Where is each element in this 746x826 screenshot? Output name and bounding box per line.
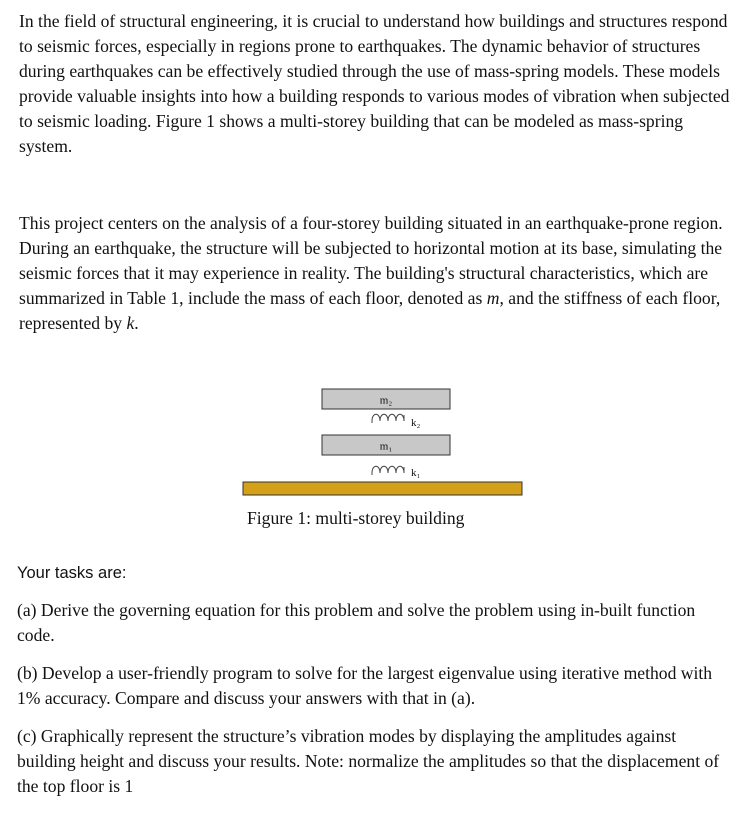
task-a: (a) Derive the governing equation for this problem and solve the problem using in-built function code.: [17, 600, 696, 645]
project-text-end: .: [134, 313, 139, 333]
spring-bottom: [372, 466, 404, 475]
project-text-mid: , and the stiffness of each floor, represented by: [19, 288, 721, 333]
task-b: (b) Develop a user-friendly program to solve for the largest eigenvalue using iterative method with 1% accuracy. Compare and discuss your answers with that in (a).: [17, 663, 713, 708]
mass-spring-diagram: [240, 385, 530, 505]
mass-symbol: m: [486, 288, 500, 308]
mass-label-top: m₂: [379, 394, 393, 407]
project-text-main: This project centers on the analysis of a four-storey building situated in an earthquake-prone region. During an earthquake, the structure will be subjected to horizontal motion at its base, simulating the seismic forces that it may experience in reality. The building's structural characteristics, which are summarized in Table 1, include the mass of each floor, denoted as: [19, 213, 723, 308]
intro-paragraph: In the field of structural engineering, it is crucial to understand how buildings and structures respond to seismic forces, especially in regions prone to earthquakes. The dynamic behavior of structures during earthquakes can be effectively studied through the use of mass-spring models. These models provide valuable insights into how a building responds to various modes of vibration when subjected to seismic loading. Figure 1 shows a multi-storey building that can be modeled as mass-spring system.: [19, 11, 730, 156]
project-paragraph: [19, 211, 735, 336]
mass-label-bottom: m₁: [379, 440, 393, 453]
spring-top: [372, 414, 404, 423]
spring-label-top: k₂: [411, 417, 421, 429]
tasks-heading: Your tasks are:: [17, 564, 127, 582]
task-c: (c) Graphically represent the structure’s vibration modes by displaying the amplitudes against building height and discuss your results. Note: normalize the amplitudes so that the displacement of the top floor is 1: [17, 726, 720, 796]
stiffness-symbol: k: [126, 313, 135, 333]
figure-caption: Figure 1: multi-storey building: [247, 508, 465, 528]
ground-base: [243, 482, 522, 495]
spring-label-bottom: k₁: [411, 467, 421, 479]
